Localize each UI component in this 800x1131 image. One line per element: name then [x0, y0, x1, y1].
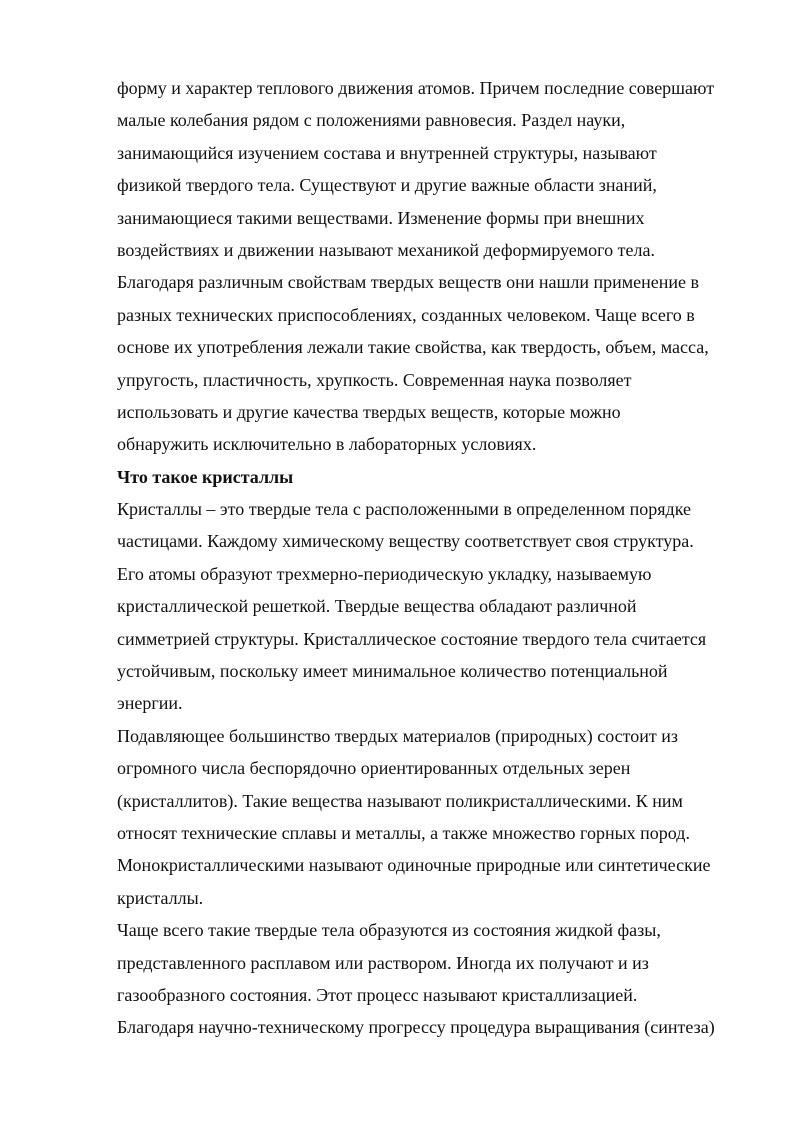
paragraph-crystallization — [117, 914, 757, 1044]
text-line: Благодаря научно-техническому прогрессу процедура выращивания (синтеза) — [117, 1017, 715, 1038]
text-line: относят технические сплавы и металлы, а также множество горных пород. — [117, 822, 690, 843]
text-line: основе их употребления лежали такие свойства, как твердость, объем, масса, — [117, 337, 709, 358]
text-line: использовать и другие качества твердых веществ, которые можно — [117, 401, 621, 422]
text-line: воздействиях и движении называют механикой деформируемого тела. — [117, 239, 655, 260]
paragraph-crystals-definition — [117, 493, 757, 720]
text-line: устойчивым, поскольку имеет минимальное количество потенциальной — [117, 661, 668, 682]
text-line: разных технических приспособлениях, созданных человеком. Чаще всего в — [117, 304, 695, 325]
text-line: обнаружить исключительно в лабораторных условиях. — [117, 434, 537, 455]
text-line: кристаллической решеткой. Твердые вещества обладают различной — [117, 596, 637, 617]
text-line: упругость, пластичность, хрупкость. Современная наука позволяет — [117, 369, 632, 390]
text-line: Монокристаллическими называют одиночные природные или синтетические — [117, 855, 711, 876]
text-line: Его атомы образуют трехмерно-периодическую укладку, называемую — [117, 563, 652, 584]
paragraph-polycrystals — [117, 720, 757, 914]
text-line: представленного расплавом или раствором. Иногда их получают и из — [117, 952, 649, 973]
text-line: симметрией структуры. Кристаллическое состояние твердого тела считается — [117, 628, 707, 649]
intro-paragraph — [117, 72, 757, 461]
text-line: (кристаллитов). Такие вещества называют поликристаллическими. К ним — [117, 790, 683, 811]
text-line: Кристаллы – это твердые тела с расположенными в определенном порядке — [117, 499, 691, 520]
text-line: газообразного состояния. Этот процесс называют кристаллизацией. — [117, 984, 638, 1005]
text-line: занимающийся изучением состава и внутренней структуры, называют — [117, 142, 657, 163]
document-page — [117, 72, 757, 1044]
section-heading: Что такое кристаллы — [117, 466, 294, 487]
text-line: огромного числа беспорядочно ориентированных отдельных зерен — [117, 758, 631, 779]
text-line: частицами. Каждому химическому веществу соответствует своя структура. — [117, 531, 694, 552]
text-line: Подавляющее большинство твердых материалов (природных) состоит из — [117, 725, 678, 746]
text-line: Чаще всего такие твердые тела образуются из состояния жидкой фазы, — [117, 920, 661, 941]
text-line: энергии. — [117, 693, 183, 714]
text-line: Благодаря различным свойствам твердых веществ они нашли применение в — [117, 272, 699, 293]
text-line: занимающиеся такими веществами. Изменение формы при внешних — [117, 207, 645, 228]
text-line: форму и характер теплового движения атомов. Причем последние совершают — [117, 78, 715, 98]
text-line: малые колебания рядом с положениями равновесия. Раздел науки, — [117, 110, 626, 131]
text-line: кристаллы. — [117, 887, 204, 908]
text-line: физикой твердого тела. Существуют и другие важные области знаний, — [117, 175, 657, 196]
